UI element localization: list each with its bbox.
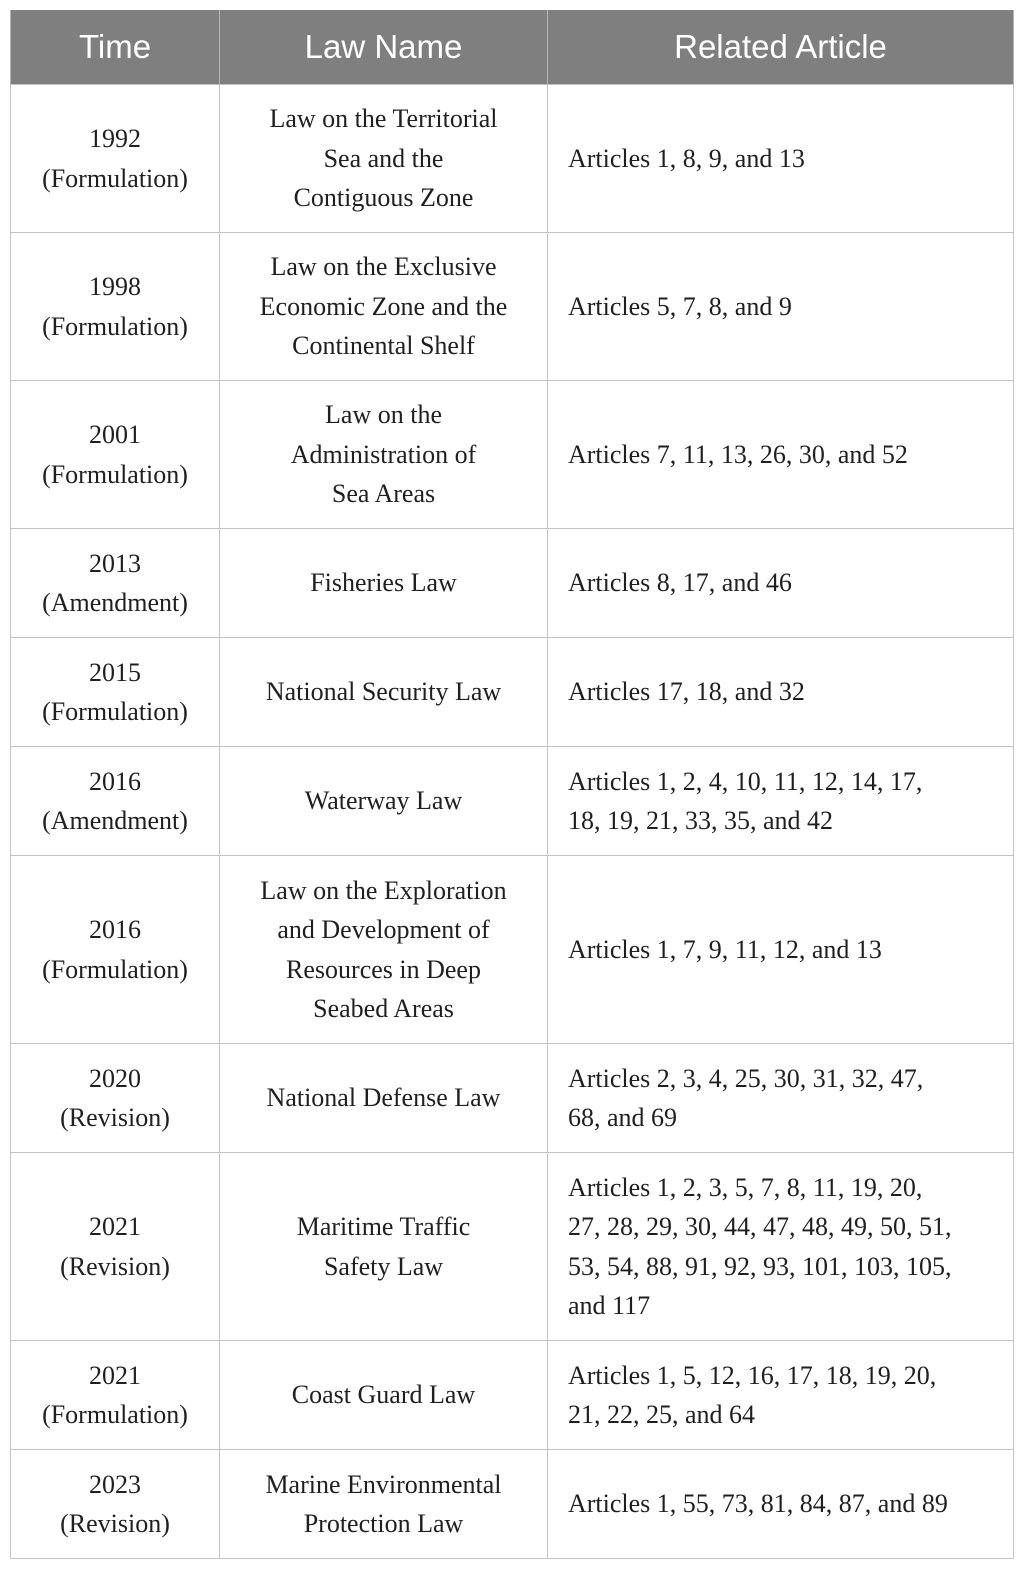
- time-type: (Formulation): [42, 697, 188, 726]
- law-name-line: Contiguous Zone: [293, 183, 474, 213]
- time-year: 2021: [89, 1212, 141, 1241]
- time-cell: [11, 747, 220, 856]
- time-type: (Revision): [60, 1251, 170, 1281]
- related-article-line: Articles 17, 18, and 32: [568, 677, 805, 707]
- law-name-line: Fisheries Law: [310, 568, 457, 598]
- header-related-article: Related Article: [548, 10, 1014, 85]
- table-row: [11, 856, 1014, 1044]
- law-name-line: National Security Law: [265, 677, 502, 707]
- related-article-cell: [548, 381, 1014, 529]
- law-name-line: Economic Zone and the: [259, 291, 508, 321]
- related-article-line: Articles 5, 7, 8, and 9: [568, 291, 792, 321]
- related-article-line: Articles 1, 55, 73, 81, 84, 87, and 89: [568, 1489, 948, 1519]
- table-row: [11, 1450, 1014, 1559]
- time-cell: [11, 1450, 220, 1559]
- related-article-line: 18, 19, 21, 33, 35, and 42: [568, 806, 834, 835]
- related-article-cell: [548, 856, 1014, 1044]
- time-type: (Formulation): [42, 459, 188, 489]
- laws-table-container: [10, 10, 1013, 1559]
- related-article-line: Articles 7, 11, 13, 26, 30, and 52: [568, 439, 908, 469]
- time-cell: [11, 381, 220, 529]
- law-name-cell: [220, 747, 548, 856]
- table-row: [11, 747, 1014, 856]
- related-article-line: 27, 28, 29, 30, 44, 47, 48, 49, 50, 51,: [568, 1212, 952, 1241]
- law-name-line: Coast Guard Law: [291, 1380, 476, 1410]
- time-cell: [11, 529, 220, 638]
- table-row: [11, 529, 1014, 638]
- law-name-line: Law on the: [325, 400, 442, 430]
- law-name-line: Law on the Exploration: [260, 875, 507, 905]
- time-type: (Formulation): [42, 954, 188, 984]
- related-article-cell: [548, 1450, 1014, 1559]
- related-article-line: Articles 1, 7, 9, 11, 12, and 13: [568, 934, 882, 964]
- related-article-line: Articles 1, 2, 3, 5, 7, 8, 11, 19, 20,: [568, 1172, 923, 1202]
- table-body: [11, 85, 1014, 1559]
- table-row: [11, 381, 1014, 529]
- time-cell: [11, 1044, 220, 1153]
- law-name-cell: [220, 85, 548, 233]
- law-name-line: Waterway Law: [304, 786, 463, 816]
- related-article-line: Articles 8, 17, and 46: [568, 568, 792, 598]
- time-cell: [11, 1153, 220, 1341]
- laws-table: [10, 10, 1014, 1559]
- law-name-cell: [220, 1450, 548, 1559]
- related-article-cell: [548, 233, 1014, 381]
- law-name-line: Sea and the: [323, 143, 444, 173]
- law-name-line: Safety Law: [323, 1251, 444, 1281]
- law-name-line: Administration of: [290, 439, 477, 469]
- related-article-cell: [548, 529, 1014, 638]
- law-name-line: Sea Areas: [331, 479, 436, 509]
- law-name-cell: [220, 529, 548, 638]
- time-year: 2001: [89, 420, 141, 449]
- time-year: 2016: [89, 915, 141, 944]
- time-year: 2023: [89, 1469, 141, 1499]
- time-type: (Revision): [60, 1103, 170, 1132]
- related-article-cell: [548, 1153, 1014, 1341]
- time-year: 1992: [89, 124, 141, 153]
- law-name-cell: [220, 1341, 548, 1450]
- related-article-line: Articles 1, 5, 12, 16, 17, 18, 19, 20,: [568, 1360, 937, 1390]
- time-type: (Formulation): [42, 311, 188, 341]
- law-name-line: Continental Shelf: [292, 331, 475, 361]
- related-article-line: 68, and 69: [568, 1103, 678, 1132]
- law-name-cell: [220, 381, 548, 529]
- related-article-cell: [548, 1044, 1014, 1153]
- time-year: 2015: [89, 657, 141, 687]
- law-name-cell: [220, 1044, 548, 1153]
- time-type: (Amendment): [42, 588, 188, 617]
- table-row: [11, 85, 1014, 233]
- time-cell: [11, 638, 220, 747]
- law-name-cell: [220, 1153, 548, 1341]
- table-row: [11, 233, 1014, 381]
- time-year: 2020: [89, 1063, 141, 1093]
- law-name-line: National Defense Law: [266, 1083, 501, 1113]
- time-year: 1998: [89, 272, 141, 301]
- table-row: [11, 638, 1014, 747]
- header-time: Time: [11, 10, 220, 85]
- header-law-name: Law Name: [220, 10, 548, 85]
- related-article-cell: [548, 1341, 1014, 1450]
- law-name-line: Maritime Traffic: [296, 1212, 471, 1241]
- law-name-cell: [220, 233, 548, 381]
- time-type: (Formulation): [42, 1400, 188, 1429]
- law-name-line: Law on the Exclusive: [270, 252, 497, 282]
- header-row: [11, 10, 1014, 85]
- table-row: [11, 1044, 1014, 1153]
- time-cell: [11, 856, 220, 1044]
- related-article-line: Articles 1, 2, 4, 10, 11, 12, 14, 17,: [568, 766, 923, 796]
- time-type: (Amendment): [42, 806, 188, 835]
- related-article-cell: [548, 638, 1014, 747]
- time-cell: [11, 85, 220, 233]
- law-name-line: Marine Environmental: [265, 1469, 502, 1499]
- related-article-line: and 117: [568, 1291, 651, 1320]
- time-year: 2021: [89, 1360, 141, 1390]
- law-name-line: Law on the Territorial: [269, 104, 498, 134]
- table-row: [11, 1341, 1014, 1450]
- time-year: 2016: [89, 766, 141, 796]
- time-year: 2013: [89, 548, 141, 578]
- related-article-line: 21, 22, 25, and 64: [568, 1400, 756, 1429]
- related-article-line: Articles 1, 8, 9, and 13: [568, 143, 805, 173]
- related-article-line: Articles 2, 3, 4, 25, 30, 31, 32, 47,: [568, 1063, 924, 1093]
- time-cell: [11, 233, 220, 381]
- law-name-line: Protection Law: [303, 1509, 464, 1538]
- time-type: (Revision): [60, 1509, 170, 1538]
- table-header: [11, 10, 1014, 85]
- law-name-cell: [220, 856, 548, 1044]
- related-article-cell: [548, 85, 1014, 233]
- related-article-line: 53, 54, 88, 91, 92, 93, 101, 103, 105,: [568, 1251, 952, 1281]
- law-name-line: and Development of: [277, 915, 490, 944]
- law-name-cell: [220, 638, 548, 747]
- time-cell: [11, 1341, 220, 1450]
- law-name-line: Resources in Deep: [286, 954, 481, 984]
- related-article-cell: [548, 747, 1014, 856]
- table-row: [11, 1153, 1014, 1341]
- law-name-line: Seabed Areas: [313, 994, 454, 1023]
- time-type: (Formulation): [42, 163, 188, 193]
